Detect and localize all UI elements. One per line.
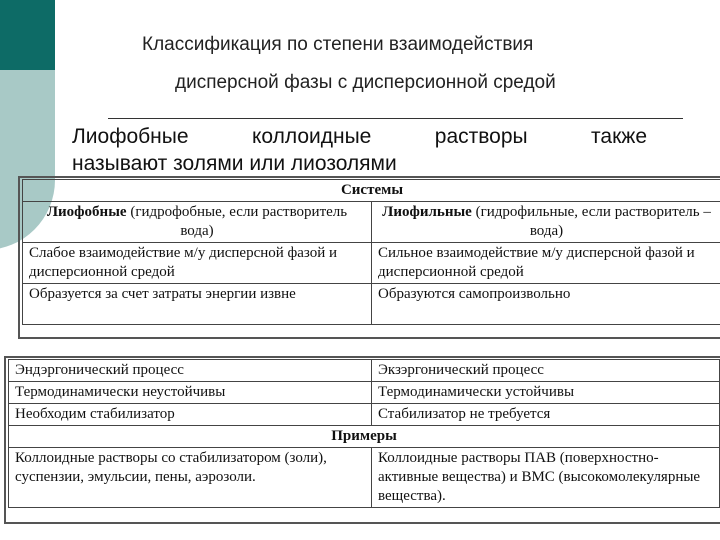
table-cell: Стабилизатор не требуется (372, 404, 720, 426)
lyophilic-note: (гидрофильные, если растворитель – вода) (471, 204, 711, 239)
lyophobic-title: Лиофобные (46, 204, 127, 220)
table-cell: Коллоидные растворы ПАВ (поверхностно-активные вещества) и ВМС (высокомолекулярные вещества). (372, 448, 720, 508)
table-cell: Образуется за счет затраты энергии извне (23, 284, 372, 325)
table-cell: Коллоидные растворы со стабилизатором (золи), суспензии, эмульсии, пены, аэрозоли. (9, 448, 372, 508)
title-divider (108, 118, 683, 119)
lyophilic-header (372, 202, 720, 243)
table-cell: Слабое взаимодействие м/у дисперсной фазой и дисперсионной средой (23, 243, 372, 284)
lyophobic-note: (гидрофобные, если растворитель вода) (126, 204, 348, 239)
lyophilic-title: Лиофильные (382, 204, 472, 220)
examples-header: Примеры (9, 426, 720, 448)
slide-title-line-1: Классификация по степени взаимодействия (142, 34, 534, 55)
table-cell: Термодинамически неустойчивы (9, 382, 372, 404)
table-cell: Экзэргонический процесс (372, 360, 720, 382)
table-cell: Термодинамически устойчивы (372, 382, 720, 404)
slide-title-line-2: дисперсной фазы с дисперсионной средой (175, 72, 556, 93)
table-cell: Эндэргонический процесс (9, 360, 372, 382)
table-cell: Сильное взаимодействие м/у дисперсной фазой и дисперсионной средой (372, 243, 720, 284)
systems-table (22, 179, 720, 325)
table-cell: Образуются самопроизвольно (372, 284, 720, 325)
properties-table (8, 359, 720, 508)
body-text-line-2: называют золями или лиозолями (72, 152, 397, 175)
systems-header: Системы (23, 180, 720, 202)
table-cell: Необходим стабилизатор (9, 404, 372, 426)
body-text-line-1: Лиофобные коллоидные растворы также (72, 125, 647, 148)
lyophobic-header (23, 202, 372, 243)
